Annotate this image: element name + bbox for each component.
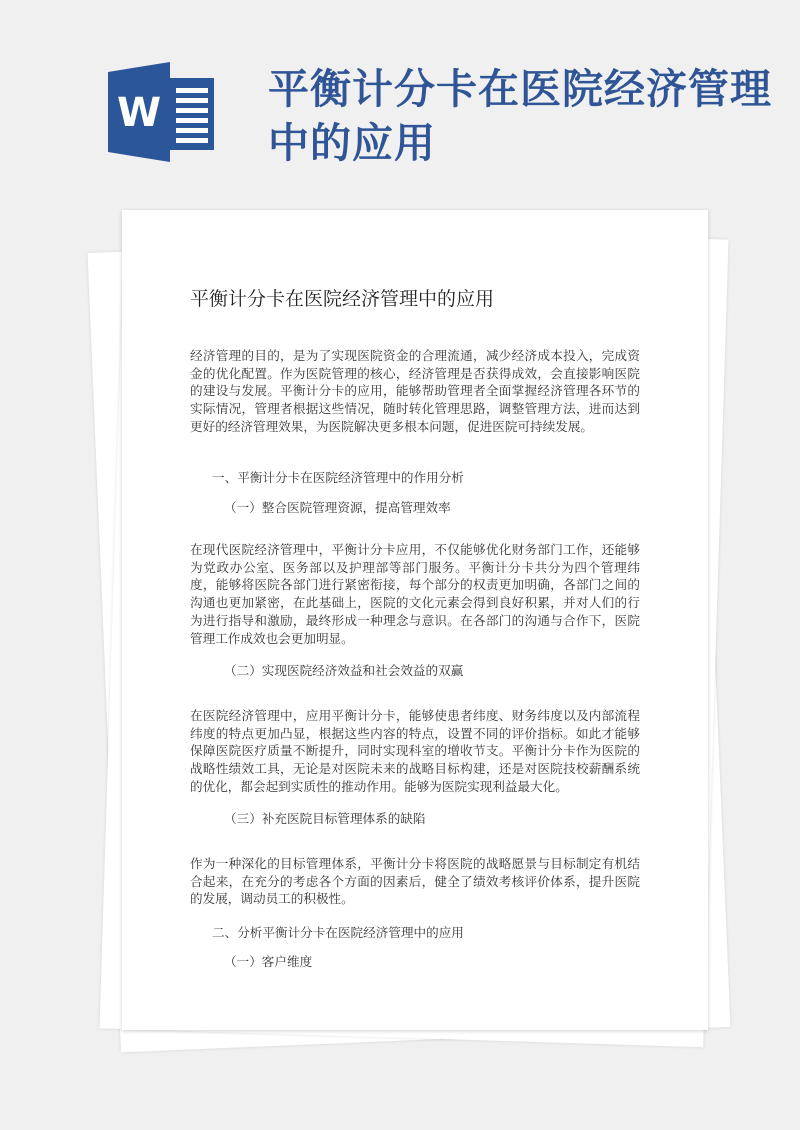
svg-text:W: W — [116, 90, 162, 136]
subsection-heading-1: （一）整合医院管理资源，提高管理效率 — [224, 500, 451, 515]
section-heading-2: 二、分析平衡计分卡在医院经济管理中的应用 — [212, 925, 464, 940]
body-paragraph-1: 在现代医院经济管理中，平衡计分卡应用，不仅能够优化财务部门工作，还能够为党政办公室、医务部以及护理部等部门服务。平衡计分卡共分为四个管理纬度，能够将医院各部门进行紧密衔接，每个部分的权责更加明确，各部门之间的沟通也更加紧密，在此基础上，医院的文化元素会得到良好积累，并对人们的行为进行指导和激励，最终形成一种理念与意识。在各部门的沟通与合作下，医院管理工作成效也会更加明显。 — [190, 542, 640, 646]
section-heading-1: 一、平衡计分卡在医院经济管理中的作用分析 — [212, 470, 464, 485]
word-document-icon — [108, 62, 220, 162]
subsection-heading-4: （一）客户维度 — [224, 954, 313, 969]
intro-paragraph: 经济管理的目的，是为了实现医院资金的合理流通，减少经济成本投入，完成资金的优化配置。作为医院管理的核心，经济管理是否获得成效，会直接影响医院的建设与发展。平衡计分卡的应用，能够帮助管理者全面掌握经济管理各环节的实际情况，管理者根据这些情况，随时转化管理思路，调整管理方法，进而达到更好的经济管理效果，为医院解决更多根本问题，促进医院可持续发展。 — [190, 348, 640, 434]
document-title: 平衡计分卡在医院经济管理中的应用 — [190, 288, 495, 310]
body-paragraph-3: 作为一种深化的目标管理体系，平衡计分卡将医院的战略愿景与目标制定有机结合起来，在充分的考虑各个方面的因素后，健全了绩效考核评价体系，提升医院的发展，调动员工的积极性。 — [190, 856, 640, 907]
subsection-heading-3: （三）补充医院目标管理体系的缺陷 — [224, 811, 426, 826]
banner-title: 平衡计分卡在医院经济管理中的应用 — [268, 65, 772, 167]
subsection-heading-2: （二）实现医院经济效益和社会效益的双赢 — [224, 663, 464, 678]
body-paragraph-2: 在医院经济管理中，应用平衡计分卡，能够使患者纬度、财务纬度以及内部流程纬度的特点更加凸显，根据这些内容的特点，设置不同的评价指标。如此才能够保障医院医疗质量不断提升，同时实现科室的增收节支。平衡计分卡作为医院的战略性绩效工具，无论是对医院未来的战略目标构建，还是对医院技校薪酬系统的优化，都会起到实质性的推动作用。能够为医院实现利益最大化。 — [190, 708, 640, 794]
